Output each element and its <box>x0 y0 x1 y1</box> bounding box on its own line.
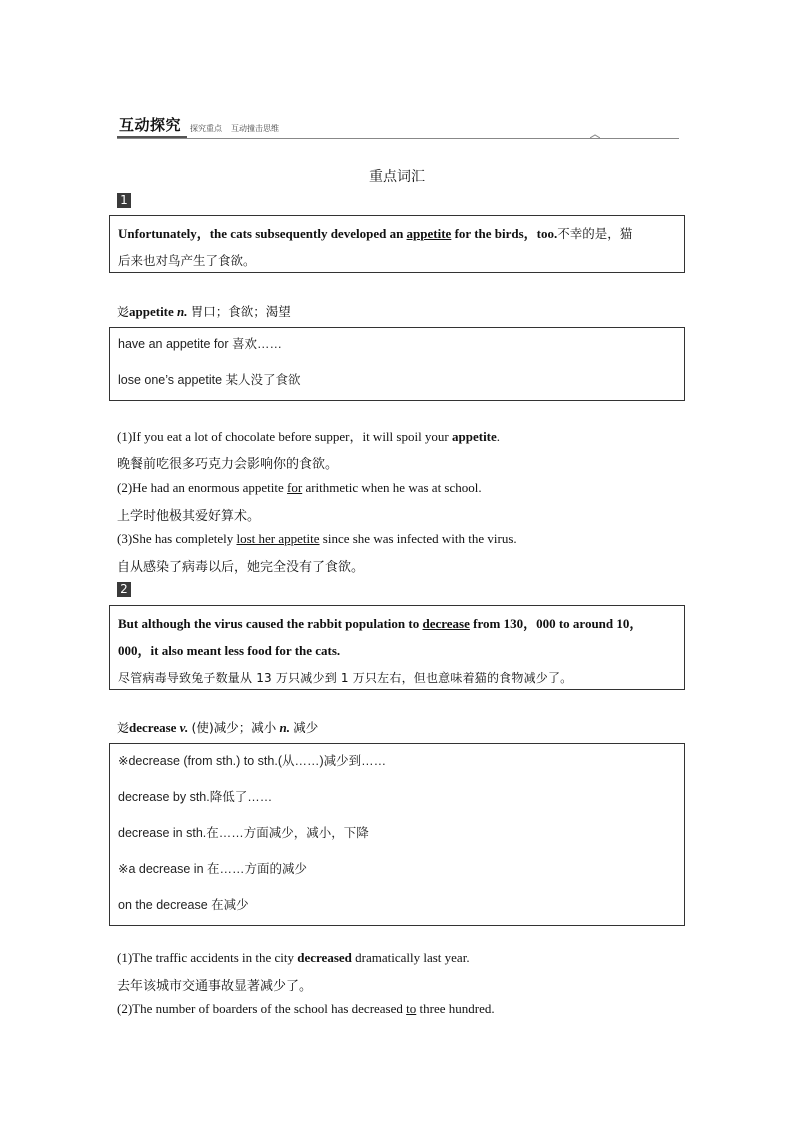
example-2-cn: 上学时他极其爱好算术。 <box>117 509 261 524</box>
item-number-badge: 2 <box>117 582 131 597</box>
example-1-cn: 晚餐前吃很多巧克力会影响你的食欲。 <box>117 457 339 472</box>
phrase-item: ※decrease (from sth.) to sth.(从……)减少到…… <box>118 754 387 768</box>
definition-marker-icon: 彣 <box>117 721 130 735</box>
example-sentence-box <box>109 215 685 273</box>
headword: appetite <box>129 304 174 319</box>
phrase-item: on the decrease 在减少 <box>118 898 249 912</box>
section-title: 重点词汇 <box>369 169 425 185</box>
phrase-box <box>109 743 685 926</box>
definition-meaning: (使)减少；减小 <box>191 720 277 735</box>
example-cn-cont: 后来也对鸟产生了食欲。 <box>118 253 256 268</box>
header-subtitle-2: 互动撞击思维 <box>231 124 279 133</box>
definition-meaning: 胃口；食欲；渴望 <box>190 304 291 319</box>
example-en-cont: 000，it also meant less food for the cats. <box>118 643 341 658</box>
phrase-box <box>109 327 685 401</box>
example-en: But although the virus caused the rabbit population to decrease from 130，000 to around 10， <box>118 616 643 631</box>
example-2-en: (2)The number of boarders of the school has decreased to three hundred. <box>117 1001 495 1016</box>
example-1-cn: 去年该城市交通事故显著减少了。 <box>117 979 313 994</box>
example-1-en: (1)The traffic accidents in the city decreased dramatically last year. <box>117 950 470 965</box>
part-of-speech: n. <box>177 304 188 319</box>
header-rule-notch-icon <box>590 134 600 140</box>
header-subtitle-1: 探究重点 <box>190 124 222 133</box>
word-definition <box>117 302 291 320</box>
phrase-item: ※a decrease in 在……方面的减少 <box>118 862 307 876</box>
header-subtitle <box>190 123 288 134</box>
item-number-badge: 1 <box>117 193 131 208</box>
example-3-cn: 自从感染了病毒以后，她完全没有了食欲。 <box>117 560 365 575</box>
phrase-item: have an appetite for 喜欢…… <box>118 337 282 351</box>
example-3-en: (3)She has completely lost her appetite since she was infected with the virus. <box>117 531 517 546</box>
example-1-en: (1)If you eat a lot of chocolate before supper，it will spoil your appetite. <box>117 429 501 444</box>
part-of-speech: v. <box>179 720 189 735</box>
example-cn: 尽管病毒导致兔子数量从 13 万只减少到 1 万只左右，但也意味着猫的食物减少了。 <box>118 671 573 685</box>
phrase-item: decrease in sth.在……方面减少，减小，下降 <box>118 826 369 840</box>
example-2-en: (2)He had an enormous appetite for arithmetic when he was at school. <box>117 480 482 495</box>
example-en: Unfortunately，the cats subsequently developed an appetite for the birds，too. <box>118 226 558 241</box>
word-definition <box>117 718 318 736</box>
example-cn: 不幸的是，猫 <box>557 226 633 241</box>
headword: decrease <box>129 720 177 735</box>
phrase-item: lose one’s appetite 某人没了食欲 <box>118 373 301 387</box>
phrase-item: decrease by sth.降低了…… <box>118 790 273 804</box>
header-title: 互动探究 <box>119 116 182 134</box>
example-sentence-box <box>109 605 685 690</box>
part-of-speech-2: n. <box>279 720 290 735</box>
definition-meaning-2: 减少 <box>293 720 319 735</box>
definition-marker-icon: 彣 <box>117 305 130 319</box>
